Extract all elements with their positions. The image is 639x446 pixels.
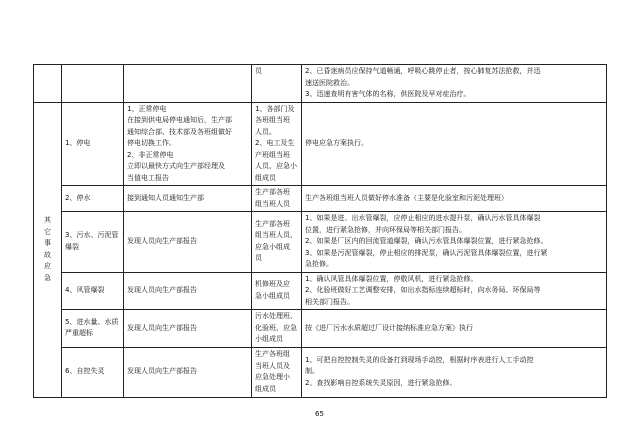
report-line: 发现人员向生产部报告 (127, 286, 197, 294)
report-line: 1、正常停电 (127, 104, 167, 113)
category-char: 急 (44, 273, 51, 282)
measure-line: 生产各班组当班人员做好停水准备（主要是化验室和污泥处理班） (305, 193, 508, 202)
owner-cell (252, 212, 302, 273)
event-name-cell (62, 186, 124, 212)
report-line: 立即以最快方式向生产部经理及 (127, 162, 225, 170)
measure-line: 停电应急方案执行。 (305, 139, 368, 147)
owner-line: 组当班人员、 (255, 231, 297, 240)
owner-line: 1、各部门及 (255, 104, 295, 113)
report-line: 通知综合部、技术部及各班组做好 (127, 127, 232, 136)
owner-cell (252, 310, 302, 348)
measure-line: 位置，进行紧急抢修，并向环保局等相关部门报告。 (305, 225, 466, 234)
emergency-plan-table (33, 64, 607, 398)
measure-line: 3、如果是污泥管爆裂，停止相应的排泥泵，确认污泥管具体爆裂位置，进行紧 (305, 248, 548, 257)
category-char: 应 (44, 262, 51, 270)
owner-line: 组当班人员 (255, 199, 290, 208)
measures-cell (302, 186, 607, 212)
category-cell (34, 102, 62, 397)
report-cell (124, 212, 252, 273)
event-name-cell (62, 310, 124, 348)
owner-line: 产班组当班 (255, 150, 290, 159)
table-row (34, 310, 607, 348)
event-name: 2、停水 (65, 193, 91, 202)
owner-cell (252, 102, 302, 186)
measure-line: 2、已昏迷病员应保持气道畅通，呼吸心跳停止者，按心肺复苏法抢救，并迅 (305, 67, 541, 75)
event-name-cell (62, 347, 124, 397)
report-line: 在接到供电局停电通知后，生产部 (127, 116, 232, 124)
owner-line: 人员、应急小 (255, 162, 297, 170)
owner-line: 员 (255, 254, 262, 263)
owner-line: 组成员 (255, 173, 276, 182)
measures-cell (302, 102, 607, 186)
owner-line: 各班组当班 (255, 116, 290, 124)
owner-line: 化验班、应急 (255, 323, 297, 332)
owner-line: 应急小组成 (255, 242, 290, 251)
table-row (34, 212, 607, 273)
owner-line: 生产各班组 (255, 350, 290, 358)
measure-line: 2、化验班做好工艺调整安排，如出水指标连续超标时，向水务局、环保局等 (305, 286, 541, 294)
owner-line: 2、电工及生 (255, 139, 295, 147)
event-name: 5、进水量、水质严重超标 (65, 317, 119, 338)
measure-line: 相关部门报告。 (305, 297, 354, 306)
report-line: 当值电工报告 (127, 173, 169, 182)
report-cell (124, 186, 252, 212)
page-number: 65 (315, 410, 324, 418)
measure-line: 1、确认风管具体爆裂位置，停敬风机，进行紧急抢修。 (305, 274, 478, 283)
measure-line: 1、可把自控控制失灵的设备打到现场手动控，根据时序表进行人工手动控 (305, 355, 534, 364)
owner-line: 机修班及应 (255, 280, 290, 289)
owner-line: 生产部各班 (255, 219, 290, 228)
report-line: 接到通知人员通知生产部 (127, 193, 204, 202)
name-cell-empty (62, 65, 124, 103)
category-cell-empty (34, 65, 62, 103)
event-name-cell (62, 272, 124, 310)
report-line: 发现人员向生产部报告 (127, 323, 197, 332)
category-char: 故 (44, 250, 51, 259)
owner-line: 组成员 (255, 384, 276, 393)
category-char: 其 (44, 216, 51, 224)
measures-cell (302, 310, 607, 348)
table-row (34, 272, 607, 310)
owner-cell (252, 347, 302, 397)
report-cell (124, 272, 252, 310)
owner-line: 应急处理小 (255, 373, 290, 381)
measures-cell (302, 347, 607, 397)
report-line: 2、非正常停电 (127, 150, 174, 159)
measure-line: 按《进厂污水水质超过厂设计接纳标准应急方案》执行 (305, 323, 473, 332)
owner-line: 小组成员 (255, 335, 283, 343)
event-name: 3、污水、污泥管爆裂 (65, 231, 119, 251)
category-char: 它 (44, 227, 51, 236)
measures-cell (302, 65, 607, 103)
measure-line: 1、如果是进、出水管爆裂，应停止相应的进水提升泵，确认污水管具体爆裂 (305, 214, 541, 222)
owner-line: 当班人员及 (255, 361, 290, 370)
measure-line: 2、如果是厂区内的回流管道爆裂，确认污水管具体爆裂位置，进行紧急抢修。 (305, 237, 548, 245)
measure-line: 急抢修。 (305, 260, 333, 268)
table-row (34, 347, 607, 397)
table-row (34, 102, 607, 186)
table-row-continued (34, 65, 607, 103)
owner-line: 急小组成员 (255, 291, 290, 300)
report-cell (124, 347, 252, 397)
owner-cell (252, 272, 302, 310)
measure-line: 速送医院救治。 (305, 78, 354, 87)
report-cell (124, 102, 252, 186)
event-name: 1、停电 (65, 139, 91, 147)
report-cell-empty (124, 65, 252, 103)
event-name: 4、风管爆裂 (65, 286, 105, 294)
category-char: 事 (44, 239, 51, 247)
table-row (34, 186, 607, 212)
report-line: 停电切换工作。 (127, 139, 176, 147)
measures-cell (302, 272, 607, 310)
report-cell (124, 310, 252, 348)
event-name: 6、自控失灵 (65, 367, 105, 376)
measure-line: 2、查找影响自控系统失灵原因，进行紧急抢修。 (305, 378, 457, 387)
measures-cell (302, 212, 607, 273)
event-name-cell (62, 212, 124, 273)
report-line: 发现人员向生产部报告 (127, 237, 197, 245)
owner-cell (252, 186, 302, 212)
owner-cell (252, 65, 302, 103)
owner-line: 污水处理班、 (255, 312, 297, 320)
measure-line: 制。 (305, 367, 319, 376)
measure-line: 3、迅速查明有害气体的名称，供医院及早对症治疗。 (305, 90, 471, 98)
event-name-cell (62, 102, 124, 186)
owner-line: 人员。 (255, 127, 276, 136)
report-line: 发现人员向生产部报告 (127, 367, 197, 376)
owner-text: 员 (255, 67, 262, 75)
owner-line: 生产部各班 (255, 188, 290, 196)
